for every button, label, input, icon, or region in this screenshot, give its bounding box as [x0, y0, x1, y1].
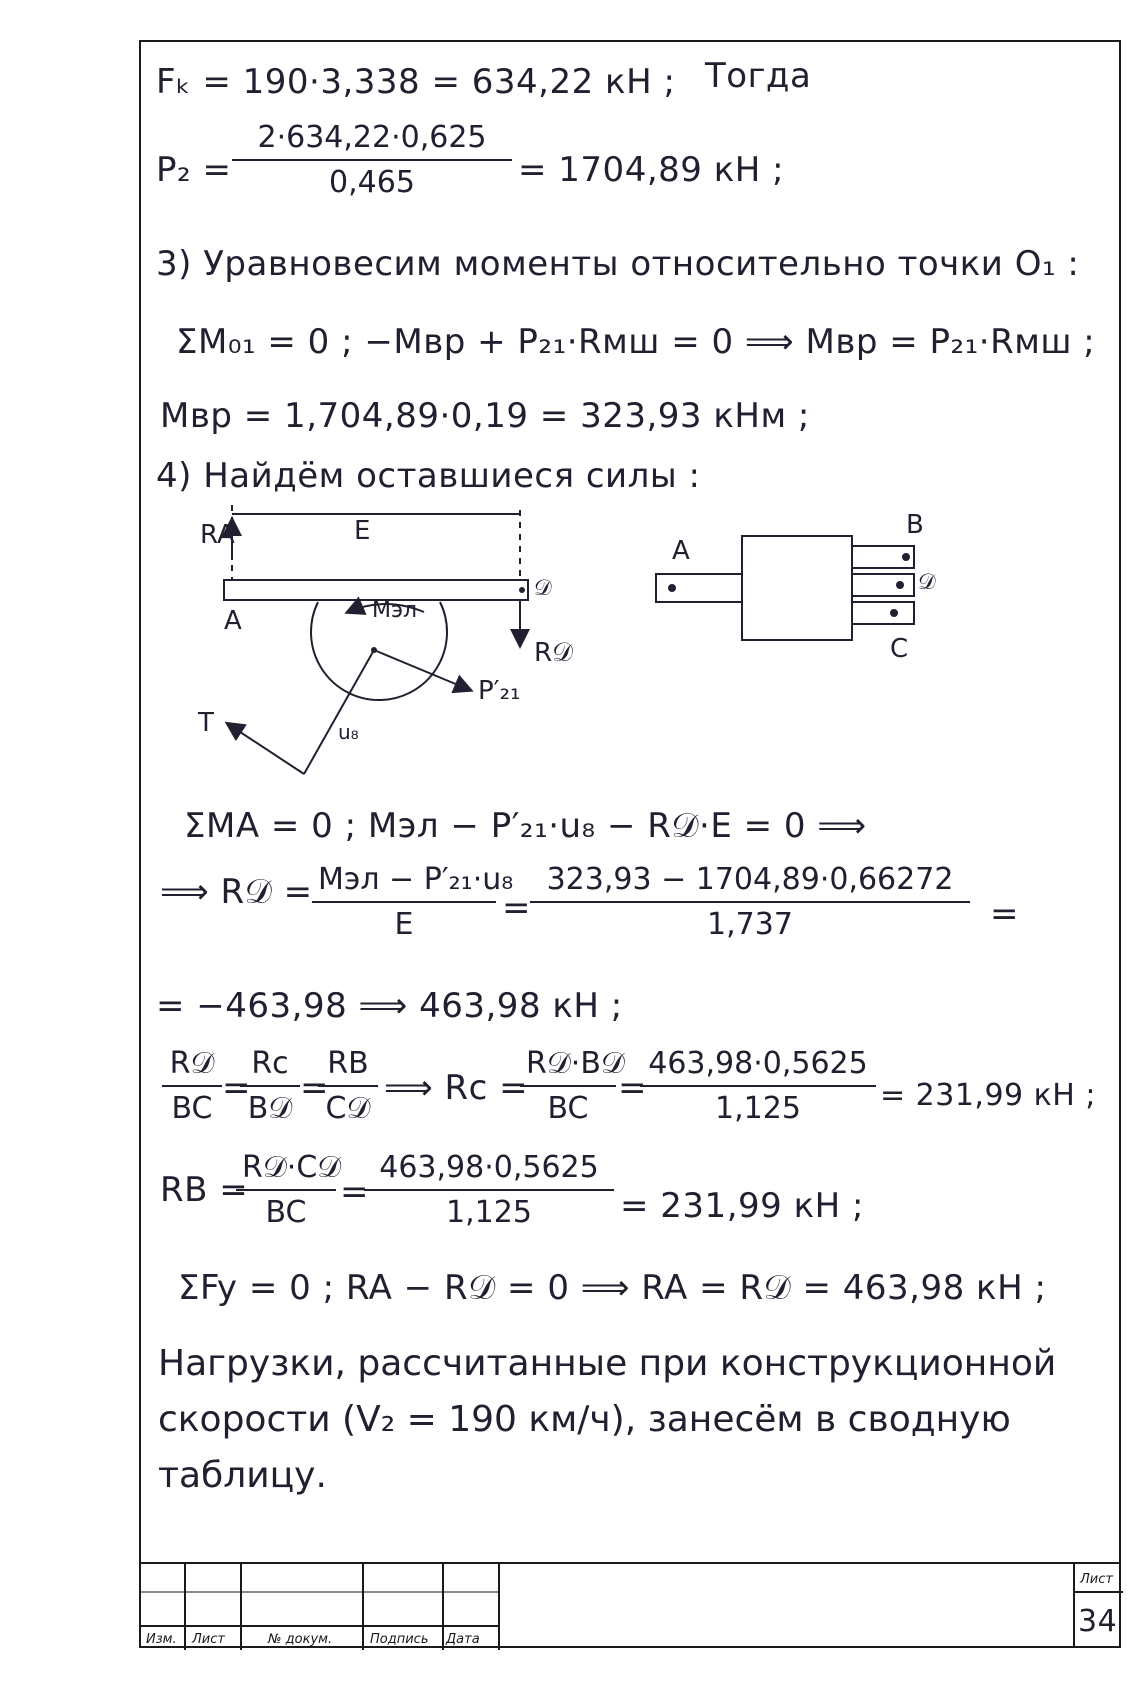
formula-rb-rhs: = 231,99 кН ; — [620, 1186, 864, 1226]
formula-pz-lhs: P₂ = — [156, 150, 232, 190]
formula-mvr: Mвр = 1,704,89·0,19 = 323,93 кНм ; — [160, 396, 810, 436]
fraction-rd-bc — [162, 1046, 222, 1126]
label-mel: Mэл — [372, 598, 418, 623]
equals-sign: = — [222, 1068, 251, 1108]
fraction-denominator: B𝒟 — [247, 1091, 293, 1126]
label-ra: RA — [200, 520, 235, 550]
bar-c — [852, 602, 914, 624]
fraction-numerator: 463,98·0,5625 — [379, 1150, 599, 1185]
label-u8: u₈ — [338, 720, 359, 744]
formula-sum-ma: ΣMA = 0 ; Mэл − P′₂₁·u₈ − R𝒟·E = 0 ⟹ — [184, 806, 867, 846]
fraction-denominator: 1,737 — [707, 907, 793, 942]
label-p21: P′₂₁ — [478, 676, 521, 706]
equals-sign: = — [618, 1068, 647, 1108]
housing-box — [742, 536, 852, 640]
sheet-number: 34 — [1078, 1604, 1118, 1639]
label-doc-number: № докум. — [268, 1632, 333, 1647]
bar-d — [852, 574, 914, 596]
fraction-rd-numeric — [530, 862, 970, 942]
formula-moment-balance: ΣM₀₁ = 0 ; −Mвр + P₂₁·Rмш = 0 ⟹ Mвр = P₂₁·Rмш ; — [176, 322, 1096, 362]
t-arrow — [228, 724, 304, 774]
fraction-denominator: 0,465 — [329, 165, 415, 200]
fraction-rb-symbolic — [236, 1150, 342, 1230]
fraction-denominator: 1,125 — [446, 1195, 532, 1230]
equals-sign: = — [502, 888, 531, 928]
step-4-heading: 4) Найдём оставшиеся силы : — [156, 456, 701, 496]
fraction-rb-numeric — [364, 1150, 614, 1230]
formula-rc-lhs: ⟹ Rc = — [384, 1068, 529, 1108]
label-rd: R𝒟 — [534, 638, 573, 668]
formula-pz-rhs: = 1704,89 кН ; — [518, 150, 785, 190]
label-list: Лист — [192, 1632, 225, 1647]
fraction-numerator: 463,98·0,5625 — [648, 1046, 868, 1081]
hole-d — [896, 581, 904, 589]
text-togda: Тогда — [705, 56, 812, 96]
fraction-numerator: 2·634,22·0,625 — [257, 120, 487, 155]
fraction-rb-cd — [318, 1046, 378, 1126]
fraction-numerator: Mэл − P′₂₁·u₈ — [318, 862, 514, 897]
fraction-denominator: 1,125 — [715, 1091, 801, 1126]
equals-sign: = — [300, 1068, 329, 1108]
fraction-numerator: RB — [327, 1046, 369, 1081]
equals-sign-tail: = — [990, 894, 1019, 934]
beam — [224, 580, 528, 600]
label-sheet: Лист — [1080, 1572, 1113, 1587]
label-signature: Подпись — [370, 1632, 429, 1647]
fraction-rc-bd — [240, 1046, 300, 1126]
fraction-rd-symbolic — [312, 862, 514, 942]
fraction-numerator: R𝒟·B𝒟 — [526, 1046, 625, 1081]
fraction-denominator: BC — [547, 1091, 589, 1126]
fraction-numerator: 323,93 − 1704,89·0,66272 — [546, 862, 954, 897]
fraction-numerator: Rc — [251, 1046, 289, 1081]
label-a-left: A — [224, 606, 242, 636]
fraction-rc-symbolic — [520, 1046, 625, 1126]
label-d-left: 𝒟 — [534, 576, 552, 601]
label-izm: Изм. — [146, 1632, 177, 1647]
label-e: E — [354, 516, 371, 546]
formula-rd-lhs: ⟹ R𝒟 = — [160, 872, 313, 912]
equals-sign: = — [340, 1172, 369, 1212]
fraction-numerator: R𝒟·C𝒟 — [242, 1150, 342, 1185]
formula-rc-rhs: = 231,99 кН ; — [880, 1078, 1097, 1113]
fraction-denominator: BC — [265, 1195, 307, 1230]
label-a-right: A — [672, 536, 690, 566]
fraction-numerator: R𝒟 — [169, 1046, 215, 1081]
conclusion-paragraph: Нагрузки, рассчитанные при конструкционной скорости (V₂ = 190 км/ч), занесём в сводную таблицу. — [158, 1343, 1057, 1496]
formula-sum-fy: ΣFy = 0 ; RA − R𝒟 = 0 ⟹ RA = R𝒟 = 463,98 кН ; — [178, 1268, 1047, 1308]
fraction-rc-numeric — [640, 1046, 876, 1126]
hole-c — [890, 609, 898, 617]
label-date: Дата — [446, 1632, 480, 1647]
label-c: C — [890, 634, 909, 664]
hole-b — [902, 553, 910, 561]
hole-a — [668, 584, 676, 592]
fraction-denominator: BC — [171, 1091, 213, 1126]
formula-fk: Fₖ = 190·3,338 = 634,22 кН ; — [156, 62, 676, 102]
formula-rd-result: = −463,98 ⟹ 463,98 кН ; — [156, 986, 623, 1026]
label-d-right: 𝒟 — [918, 570, 936, 595]
fraction-denominator: C𝒟 — [325, 1091, 371, 1126]
u8-line — [304, 650, 374, 774]
step-3-heading: 3) Уравновесим моменты относительно точки O₁ : — [156, 244, 1080, 284]
formula-rb-lhs: RB = — [160, 1170, 249, 1210]
point-d — [519, 587, 525, 593]
fraction-denominator: E — [394, 907, 414, 942]
label-t: T — [198, 708, 214, 738]
label-b: B — [906, 510, 924, 540]
